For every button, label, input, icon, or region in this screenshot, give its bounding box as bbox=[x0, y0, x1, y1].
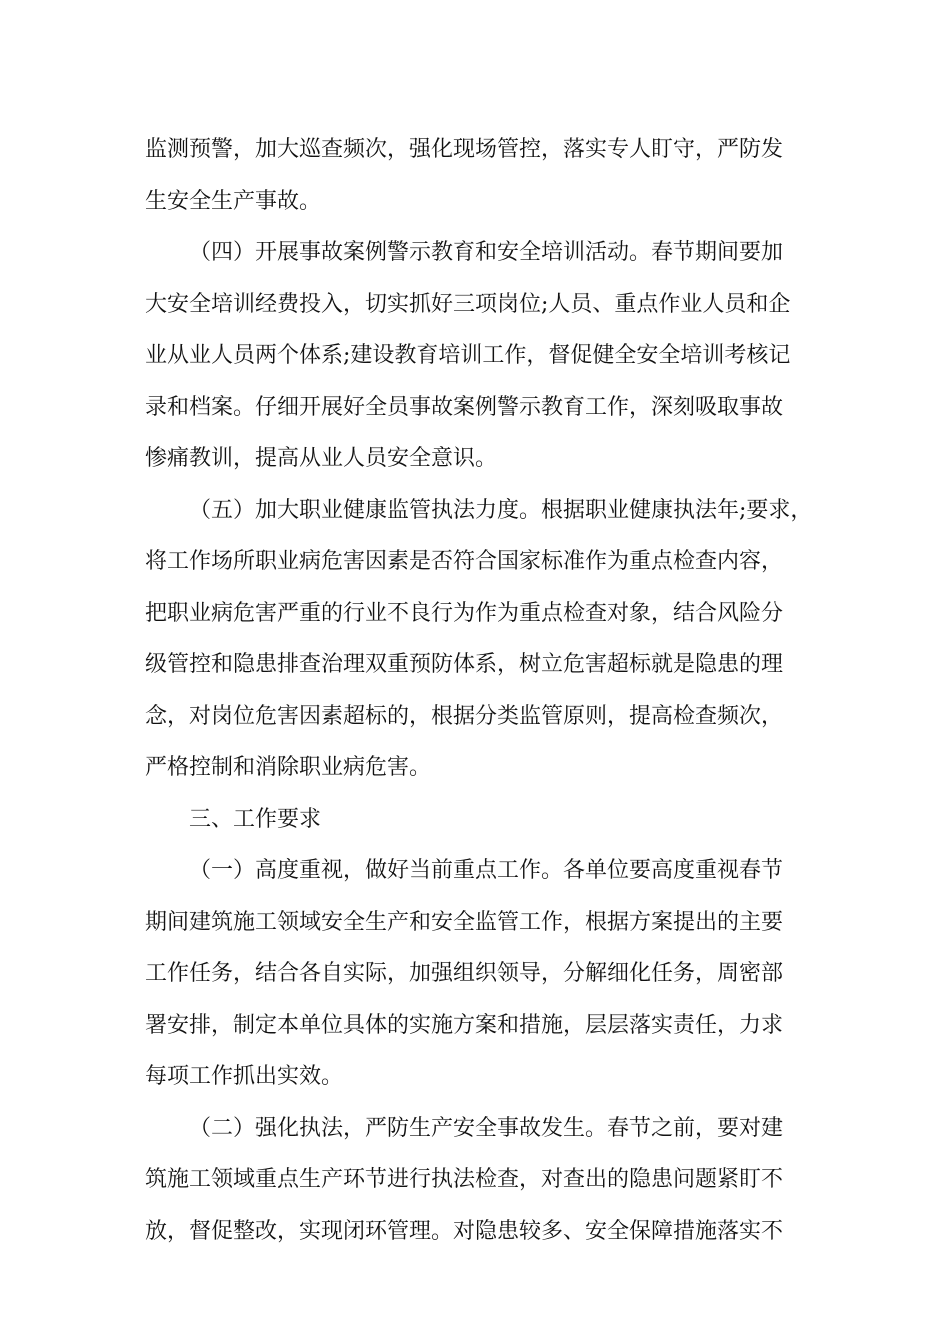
text-line: 大安全培训经费投入，切实抓好三项岗位;人员、重点作业人员和企 bbox=[145, 291, 791, 317]
text-line: （二）强化执法，严防生产安全事故发生。春节之前，要对建 bbox=[189, 1115, 784, 1141]
text-line: 生安全生产事故。 bbox=[145, 188, 322, 214]
text-line: 署安排，制定本单位具体的实施方案和措施，层层落实责任，力求 bbox=[145, 1012, 784, 1038]
text-line: 筑施工领域重点生产环节进行执法检查，对查出的隐患问题紧盯不 bbox=[145, 1167, 784, 1192]
text-line: 严格控制和消除职业病危害。 bbox=[145, 755, 432, 780]
text-line: 业从业人员两个体系;建设教育培训工作，督促健全安全培训考核记 bbox=[145, 343, 791, 368]
text-line: 念，对岗位危害因素超标的，根据分类监管原则，提高检查频次， bbox=[145, 703, 784, 729]
text-line: 将工作场所职业病危害因素是否符合国家标准作为重点检查内容， bbox=[145, 549, 784, 574]
text-line: 三、工作要求 bbox=[189, 806, 322, 832]
text-line: 监测预警，加大巡查频次，强化现场管控，落实专人盯守，严防发 bbox=[145, 137, 784, 162]
text-line: 放，督促整改，实现闭环管理。对隐患较多、安全保障措施落实不 bbox=[145, 1218, 784, 1244]
text-line: 每项工作抓出实效。 bbox=[145, 1064, 344, 1089]
text-line: 工作任务，结合各自实际，加强组织领导，分解细化任务，周密部 bbox=[145, 961, 784, 986]
text-line: 期间建筑施工领域安全生产和安全监管工作，根据方案提出的主要 bbox=[145, 909, 784, 935]
text-line: （一）高度重视，做好当前重点工作。各单位要高度重视春节 bbox=[189, 858, 784, 883]
text-line: （五）加大职业健康监管执法力度。根据职业健康执法年;要求， bbox=[189, 497, 813, 523]
text-line: 惨痛教训，提高从业人员安全意识。 bbox=[145, 446, 498, 471]
text-line: 录和档案。仔细开展好全员事故案例警示教育工作，深刻吸取事故 bbox=[145, 394, 784, 420]
text-line: （四）开展事故案例警示教育和安全培训活动。春节期间要加 bbox=[189, 240, 784, 265]
text-line: 把职业病危害严重的行业不良行为作为重点检查对象，结合风险分 bbox=[145, 600, 784, 626]
document-body bbox=[145, 124, 825, 1257]
text-line: 级管控和隐患排查治理双重预防体系，树立危害超标就是隐患的理 bbox=[145, 652, 784, 677]
